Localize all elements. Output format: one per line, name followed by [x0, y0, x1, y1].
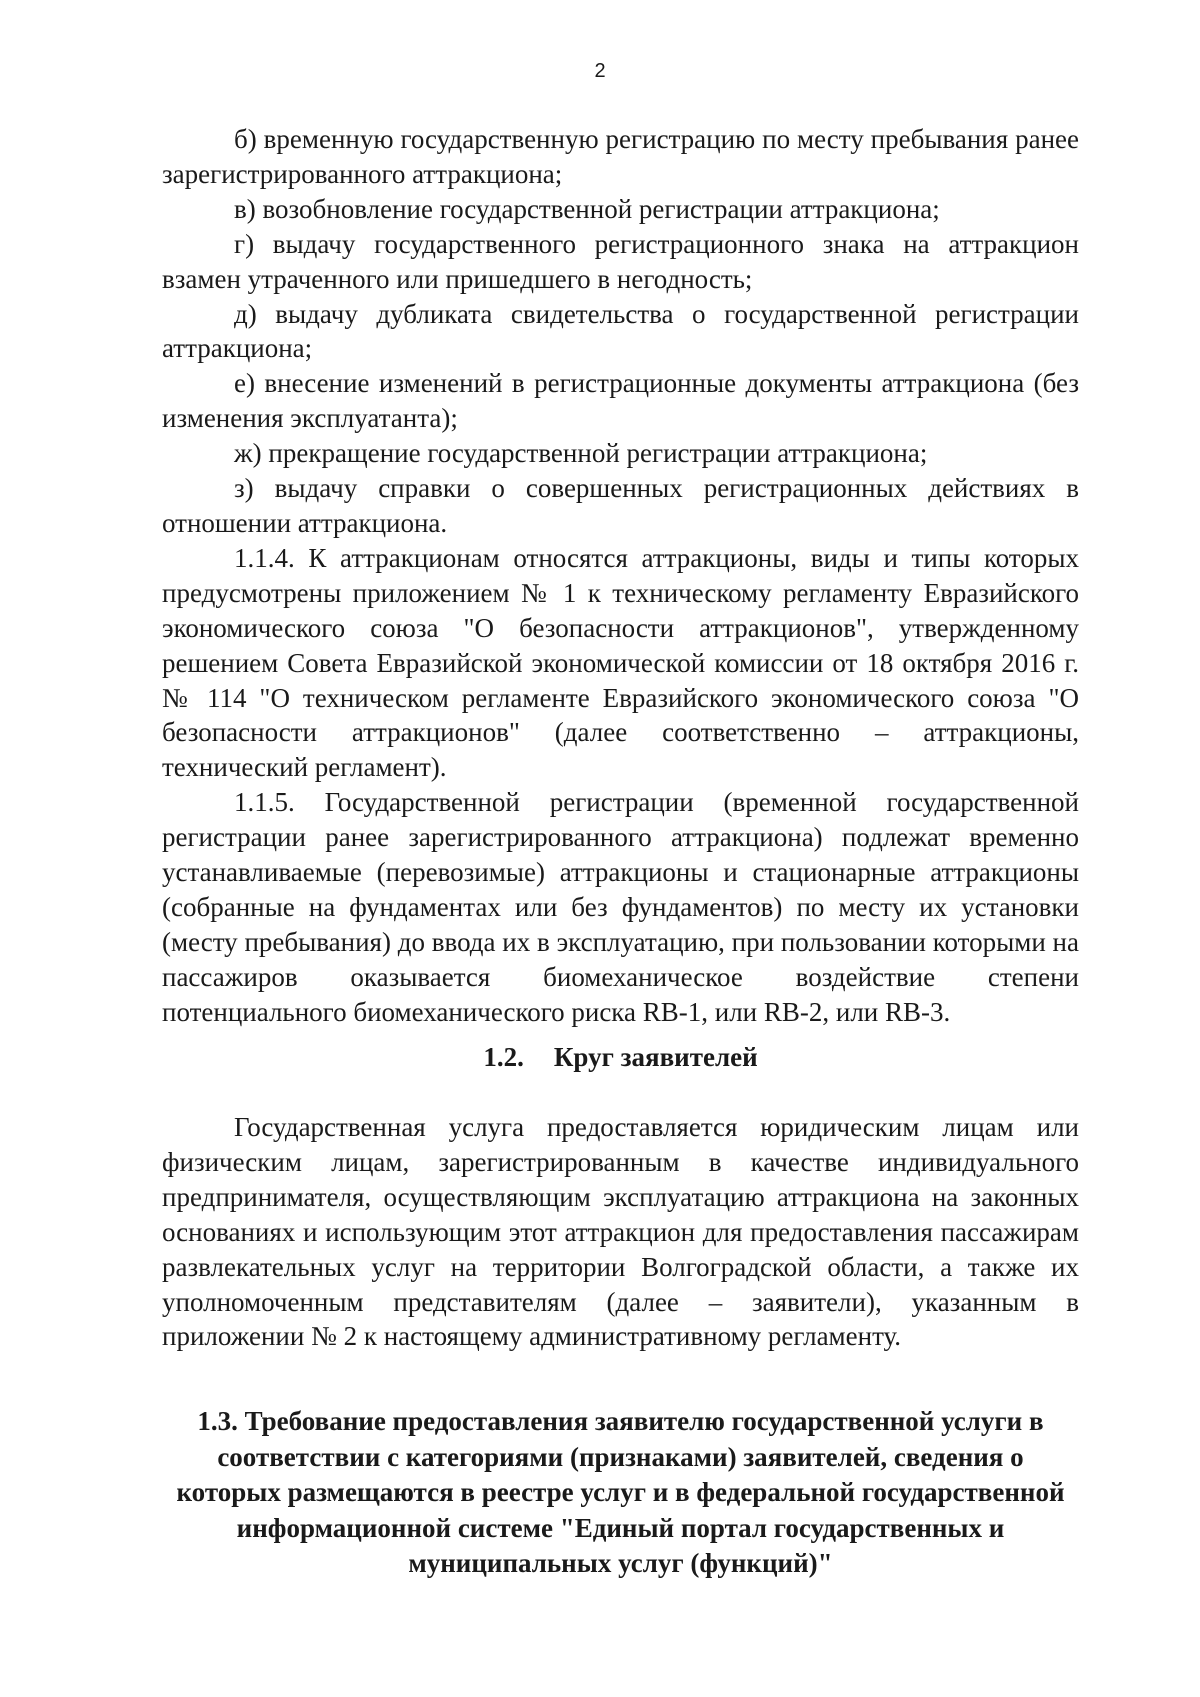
- list-item: б) временную государственную регистрацию по месту пребывания ранее зарегистрированного аттракциона;: [162, 124, 1079, 189]
- list-item: е) внесение изменений в регистрационные документы аттракциона (без изменения эксплуатанта);: [162, 368, 1079, 434]
- section-1-2-body: [162, 1110, 1079, 1354]
- section-title: Круг заявителей: [553, 1042, 758, 1072]
- section-heading-1-2: [162, 1040, 1079, 1075]
- paragraph-1-1-4: 1.1.4. К аттракционам относятся аттракционы, виды и типы которых предусмотрены приложением № 1 к техническому регламенту Евразийского экономического союза "О безопасности аттракционов", утвержденному решением Совета Евразийской экономической комиссии от 18 октября 2016 г. № 114 "О техническом регламенте Евразийского экономического союза "О безопасности аттракционов" (далее соответственно – аттракционы, технический регламент).: [162, 542, 1079, 783]
- list-item: в) возобновление государственной регистрации аттракциона;: [234, 193, 940, 224]
- paragraph-1-1-5: 1.1.5. Государственной регистрации (временной государственной регистрации ранее зарегистрированного аттракциона) подлежат временно устанавливаемые (перевозимые) аттракционы и стационарные аттракционы (собранные на фундаментах или без фундаментов) по месту их установки (месту пребывания) до ввода их в эксплуатацию, при пользовании которыми на пассажиров оказывается биомеханическое воздействие степени потенциального биомеханического риска RB-1, или RB-2, или RB-3.: [162, 787, 1079, 1027]
- section-number: 1.2.: [483, 1042, 524, 1072]
- paragraph-applicants: Государственная услуга предоставляется юридическим лицам или физическим лицам, зарегистрированным в качестве индивидуального предпринимателя, осуществляющим эксплуатацию аттракциона на законных основаниях и использующим этот аттракцион для предоставления пассажирам развлекательных услуг на территории Волгоградской области, а также их уполномоченным представителям (далее – заявители), указанным в приложении № 2 к настоящему административному регламенту.: [162, 1112, 1079, 1352]
- page-number: 2: [594, 60, 606, 82]
- enumerated-list: [162, 122, 1079, 1030]
- list-item: г) выдачу государственного регистрационного знака на аттракцион взамен утраченного или пришедшего в негодность;: [162, 228, 1079, 294]
- list-item: ж) прекращение государственной регистрации аттракциона;: [234, 438, 928, 469]
- section-heading-1-3: 1.3. Требование предоставления заявителю государственной услуги в соответствии с категориями (признаками) заявителей, сведения о которых размещаются в реестре услуг и в федеральной государственной информационной системе "Единый портал государственных и муниципальных услуг (функций)": [176, 1406, 1065, 1578]
- list-item: з) выдачу справки о совершенных регистрационных действиях в отношении аттракциона.: [162, 473, 1079, 538]
- list-item: д) выдачу дубликата свидетельства о государственной регистрации аттракциона;: [162, 298, 1079, 364]
